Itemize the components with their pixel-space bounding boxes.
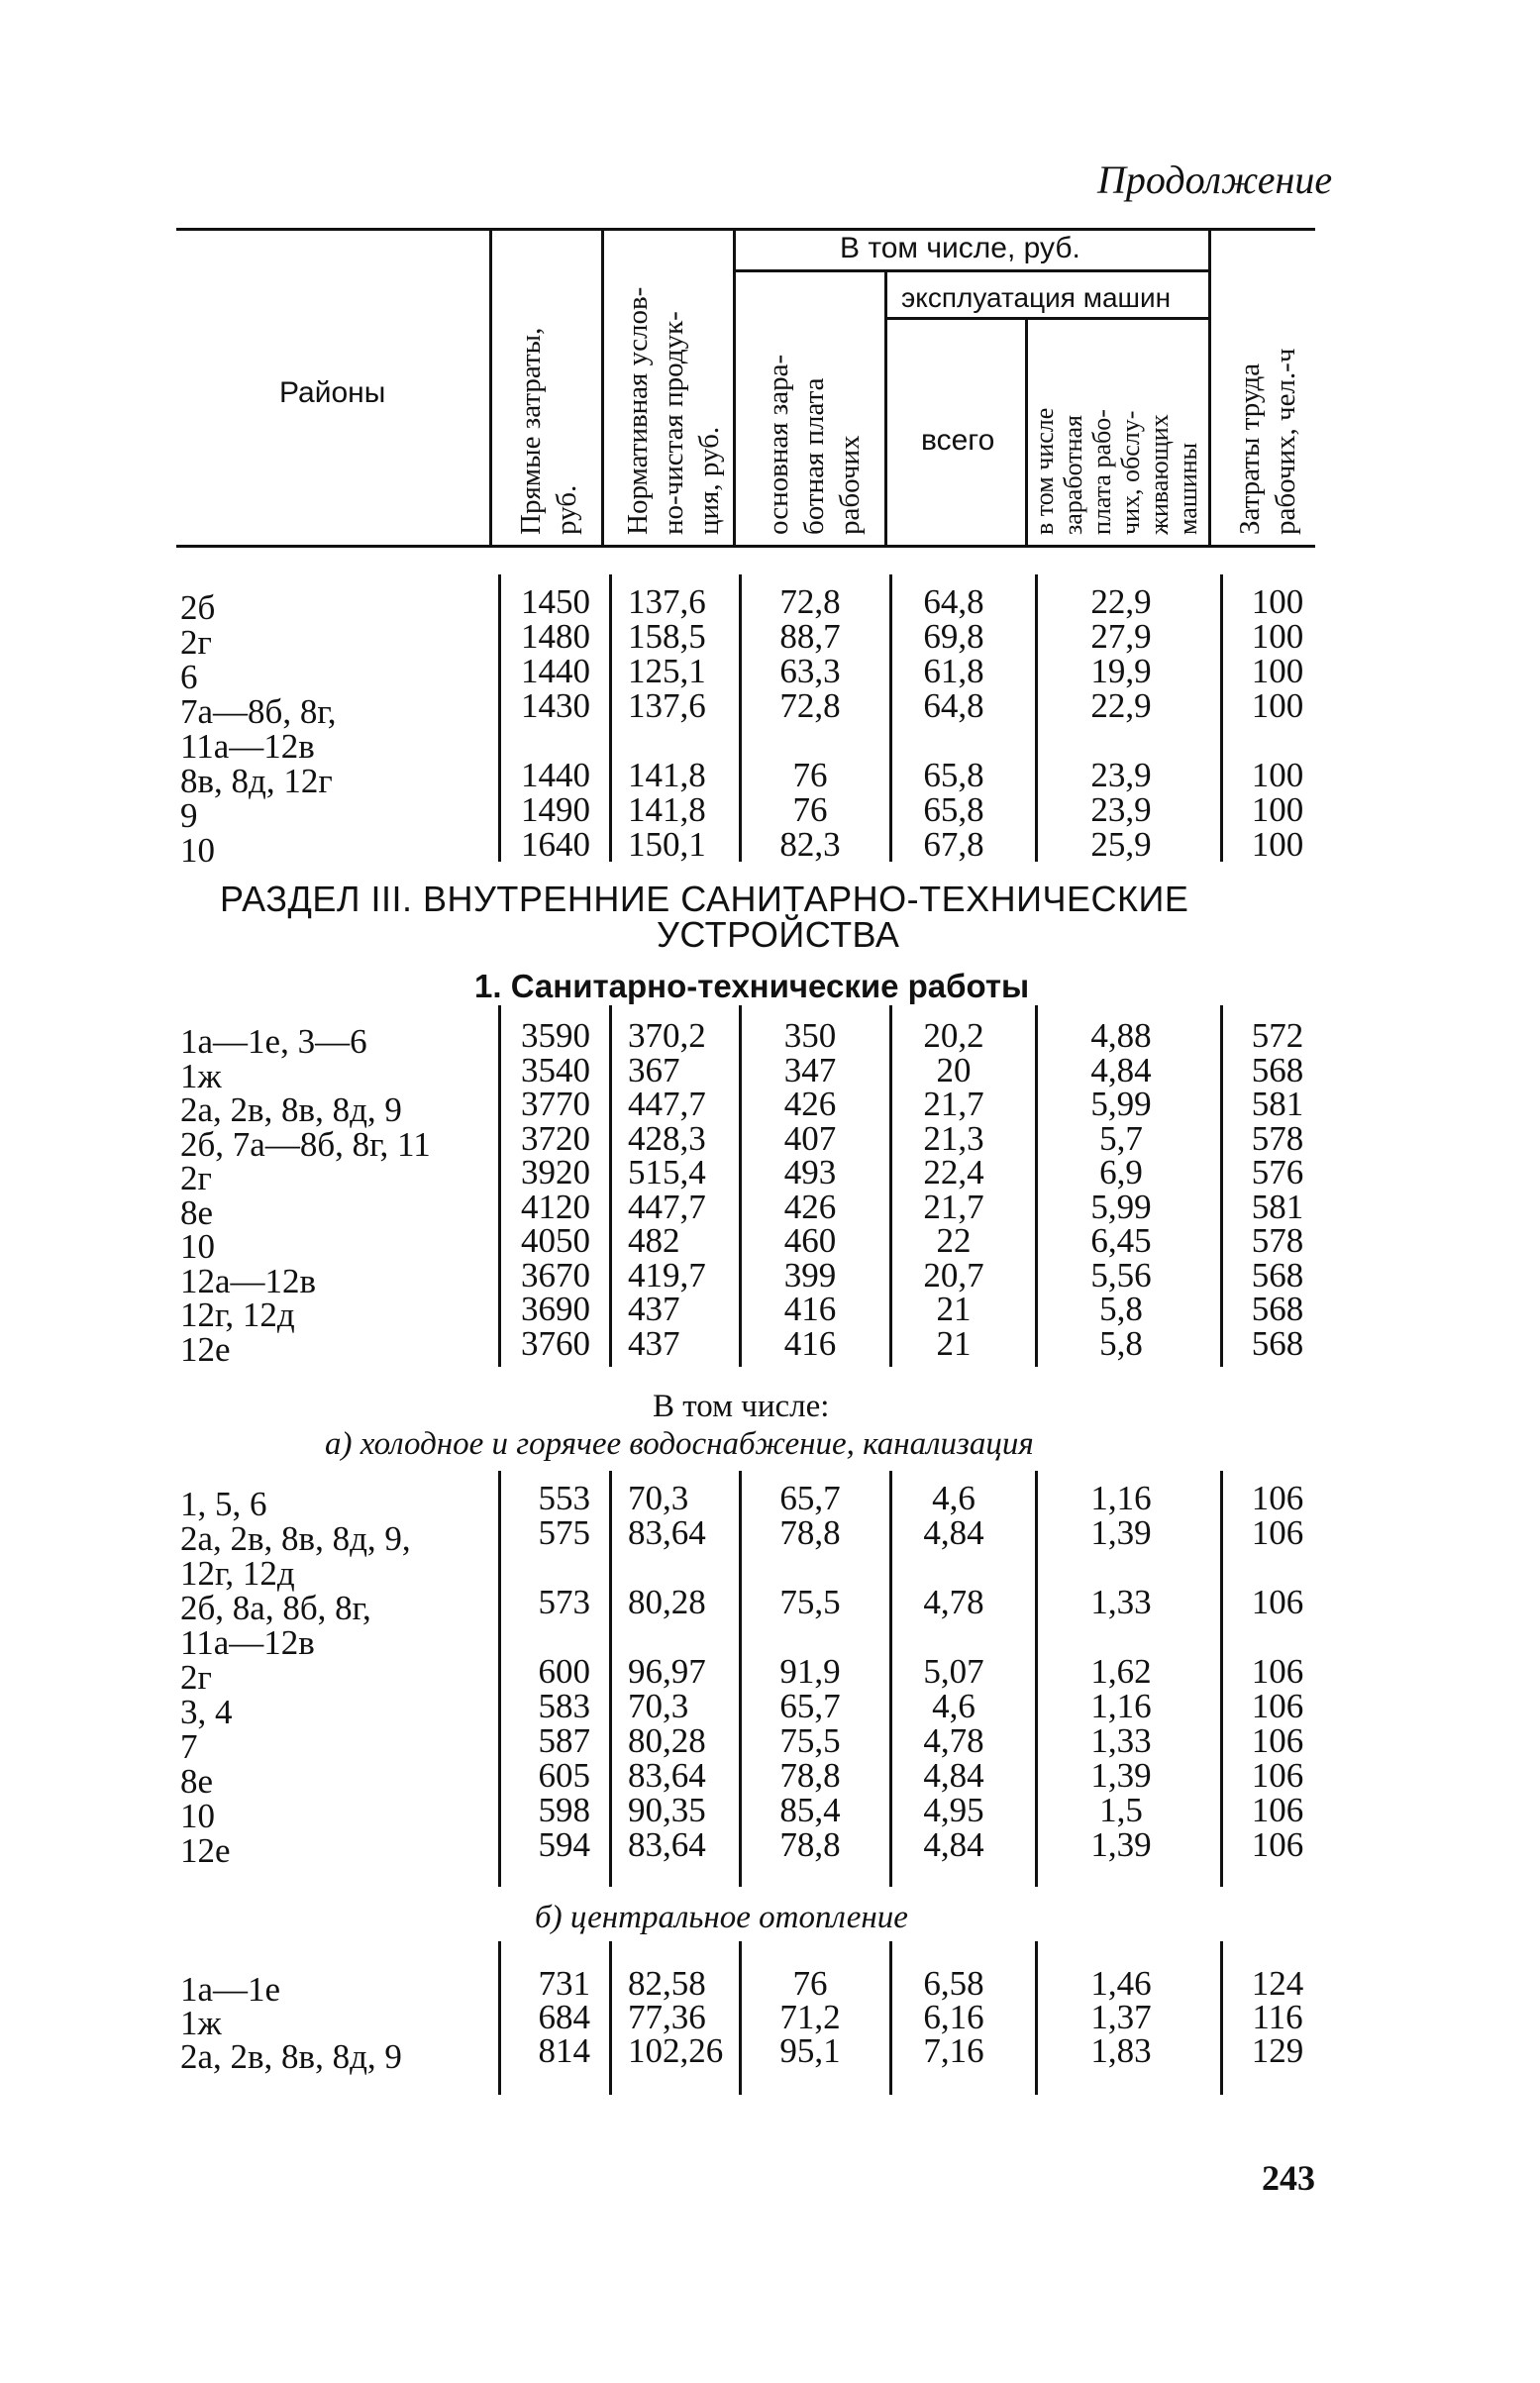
- row-value: 3920: [521, 1153, 590, 1192]
- row-value: 100: [1251, 652, 1304, 690]
- row-region: 2а, 2в, 8в, 8д, 9: [180, 2037, 402, 2076]
- table-top-rule: [176, 228, 1315, 231]
- row-region: 3, 4: [180, 1693, 233, 1731]
- row-value: 4,84: [923, 1756, 984, 1795]
- row-value: 1,83: [1090, 2031, 1152, 2070]
- row-value: 150,1: [628, 825, 706, 864]
- row-value: 1,16: [1090, 1687, 1152, 1725]
- row-value: 1490: [521, 790, 590, 829]
- row-value: 575: [538, 1513, 590, 1552]
- row-value: 100: [1251, 617, 1304, 656]
- row-value: 20: [936, 1050, 972, 1089]
- regions-column-header: Районы: [279, 376, 386, 409]
- base-wage-column-header: основная зара- ботная плата рабочих: [763, 354, 866, 535]
- row-value: 1,62: [1090, 1652, 1152, 1691]
- row-region: 10: [180, 1227, 215, 1266]
- row-value: 64,8: [923, 582, 984, 621]
- row-value: 106: [1251, 1479, 1304, 1517]
- row-value: 106: [1251, 1652, 1304, 1691]
- row-value: 106: [1251, 1825, 1304, 1864]
- row-value: 367: [628, 1050, 680, 1089]
- row-value: 4,6: [932, 1687, 975, 1725]
- column-rule: [498, 1941, 501, 2095]
- column-rule: [609, 1941, 612, 2095]
- row-region: 1ж: [180, 2004, 222, 2042]
- row-value: 568: [1251, 1290, 1304, 1328]
- row-value: 90,35: [628, 1791, 706, 1829]
- row-value: 605: [538, 1756, 590, 1795]
- row-value: 64,8: [923, 686, 984, 725]
- row-value: 482: [628, 1221, 680, 1260]
- row-value: 4,84: [923, 1513, 984, 1552]
- row-value: 22: [936, 1221, 972, 1260]
- row-value: 6,58: [923, 1964, 984, 2003]
- row-value: 3690: [521, 1290, 590, 1328]
- row-value: 77,36: [628, 1998, 706, 2036]
- column-rule: [1035, 574, 1038, 862]
- row-value: 573: [538, 1583, 590, 1621]
- section-title-line-1: РАЗДЕЛ III. ВНУТРЕННИЕ САНИТАРНО-ТЕХНИЧЕСКИЕ: [220, 879, 1189, 919]
- row-region: 2г: [180, 1159, 212, 1197]
- row-value: 91,9: [779, 1652, 841, 1691]
- column-rule: [609, 1471, 612, 1887]
- row-value: 23,9: [1090, 790, 1152, 829]
- row-value: 70,3: [628, 1687, 689, 1725]
- direct-costs-column-header: Прямые затраты, руб.: [515, 327, 582, 535]
- row-value: 6,9: [1099, 1153, 1143, 1192]
- row-value: 5,07: [923, 1652, 984, 1691]
- header-divider-1: [489, 230, 492, 545]
- column-rule: [1035, 1471, 1038, 1887]
- row-region: 12е: [180, 1329, 231, 1369]
- row-region: 2б, 7а—8б, 8г, 11: [180, 1124, 431, 1164]
- row-value: 4,84: [923, 1825, 984, 1864]
- row-value: 447,7: [628, 1187, 706, 1226]
- row-value: 7,16: [923, 2031, 984, 2070]
- row-value: 572: [1251, 1016, 1304, 1055]
- row-value: 106: [1251, 1721, 1304, 1760]
- row-value: 75,5: [779, 1721, 841, 1760]
- row-value: 370,2: [628, 1016, 706, 1055]
- row-value: 21,7: [923, 1187, 984, 1226]
- row-value: 426: [783, 1085, 837, 1123]
- row-region: 2г: [180, 623, 212, 662]
- row-region: 2б, 8а, 8б, 8г,: [180, 1589, 371, 1627]
- row-value: 78,8: [779, 1756, 841, 1795]
- row-value: 100: [1251, 790, 1304, 829]
- row-value: 416: [783, 1323, 837, 1363]
- row-value: 1640: [521, 825, 590, 864]
- row-value: 20,2: [923, 1016, 984, 1055]
- row-value: 5,7: [1099, 1118, 1143, 1158]
- row-value: 69,8: [923, 617, 984, 656]
- row-region: 2б: [180, 588, 216, 627]
- row-value: 587: [538, 1721, 590, 1760]
- header-divider-5: [1025, 319, 1028, 545]
- row-value: 72,8: [779, 582, 841, 621]
- normative-output-column-header: Нормативная услов- но-чистая продук- ция, руб.: [622, 286, 725, 535]
- row-value: 5,99: [1090, 1085, 1152, 1123]
- row-value: 129: [1251, 2031, 1304, 2070]
- column-rule: [1035, 1941, 1038, 2095]
- row-value: 141,8: [628, 756, 706, 794]
- row-value: 21,7: [923, 1085, 984, 1123]
- row-value: 568: [1251, 1255, 1304, 1295]
- row-value: 78,8: [779, 1513, 841, 1552]
- row-value: 65,8: [923, 756, 984, 794]
- row-value: 583: [538, 1687, 590, 1725]
- row-value: 578: [1251, 1221, 1304, 1260]
- row-value: 72,8: [779, 686, 841, 725]
- table-header-bottom-rule: [176, 545, 1315, 548]
- row-value: 76: [792, 756, 828, 794]
- row-value: 594: [538, 1825, 590, 1864]
- column-rule: [609, 574, 612, 862]
- row-value: 4120: [521, 1187, 590, 1226]
- row-value: 1,39: [1090, 1825, 1152, 1864]
- row-value: 426: [783, 1187, 837, 1226]
- row-value: 71,2: [779, 1998, 841, 2036]
- row-value: 1,39: [1090, 1513, 1152, 1552]
- row-region: 2а, 2в, 8в, 8д, 9: [180, 1090, 402, 1129]
- row-value: 61,8: [923, 652, 984, 690]
- row-value: 158,5: [628, 617, 706, 656]
- row-region: 1ж: [180, 1056, 222, 1095]
- machine-rule: [884, 317, 1208, 320]
- row-region: 8е: [180, 1192, 214, 1232]
- row-value: 1,37: [1090, 1998, 1152, 2036]
- row-region: 2г: [180, 1658, 212, 1697]
- row-value: 460: [783, 1221, 837, 1260]
- row-value: 1440: [521, 756, 590, 794]
- row-value: 65,7: [779, 1687, 841, 1725]
- header-divider-2: [601, 230, 604, 545]
- row-value: 5,8: [1099, 1290, 1143, 1328]
- row-value: 578: [1251, 1118, 1304, 1158]
- row-value: 124: [1251, 1964, 1304, 2003]
- row-value: 5,56: [1090, 1255, 1152, 1295]
- row-value: 100: [1251, 686, 1304, 725]
- row-value: 3670: [521, 1255, 590, 1295]
- row-value: 5,8: [1099, 1323, 1143, 1363]
- labor-column-header: Затраты труда рабочих, чел.-ч: [1234, 348, 1301, 535]
- row-region: 12а—12в: [180, 1261, 317, 1300]
- row-value: 78,8: [779, 1825, 841, 1864]
- row-value: 731: [538, 1964, 590, 2003]
- row-value: 82,58: [628, 1964, 706, 2003]
- row-value: 21,3: [923, 1118, 984, 1158]
- header-divider-6: [1208, 230, 1211, 545]
- machine-wage-column-header: в том числе заработная плата рабо- чих, обслу- живающих машины: [1030, 407, 1202, 535]
- row-region: 1, 5, 6: [180, 1485, 267, 1523]
- including-column-header: В том числе, руб.: [840, 232, 1080, 264]
- subsection-heading-water: а) холодное и горячее водоснабжение, канализация: [325, 1426, 1034, 1462]
- row-value: 4,78: [923, 1721, 984, 1760]
- row-value: 100: [1251, 582, 1304, 621]
- row-value: 75,5: [779, 1583, 841, 1621]
- row-region: 11а—12в: [180, 727, 315, 766]
- row-value: 3760: [521, 1323, 590, 1363]
- row-region: 9: [180, 796, 198, 835]
- row-value: 684: [538, 1998, 590, 2036]
- row-value: 85,4: [779, 1791, 841, 1829]
- row-value: 116: [1252, 1998, 1303, 2036]
- row-value: 4050: [521, 1221, 590, 1260]
- row-value: 437: [628, 1290, 680, 1328]
- row-value: 581: [1251, 1085, 1304, 1123]
- row-value: 493: [783, 1153, 837, 1192]
- row-value: 428,3: [628, 1118, 706, 1158]
- row-region: 8е: [180, 1762, 214, 1801]
- row-value: 4,88: [1090, 1016, 1152, 1055]
- machine-column-header: эксплуатация машин: [901, 282, 1172, 313]
- row-value: 22,9: [1090, 582, 1152, 621]
- row-region: 7: [180, 1727, 198, 1766]
- row-region: 12е: [180, 1831, 231, 1870]
- row-value: 80,28: [628, 1721, 706, 1760]
- row-value: 6,16: [923, 1998, 984, 2036]
- row-value: 83,64: [628, 1825, 706, 1864]
- row-value: 88,7: [779, 617, 841, 656]
- row-value: 1450: [521, 582, 590, 621]
- row-value: 1,33: [1090, 1721, 1152, 1760]
- row-value: 4,95: [923, 1791, 984, 1829]
- row-region: 10: [180, 831, 215, 870]
- row-value: 4,6: [932, 1479, 975, 1517]
- row-region: 7а—8б, 8г,: [180, 692, 337, 731]
- row-region: 12г, 12д: [180, 1554, 295, 1593]
- row-value: 350: [783, 1016, 837, 1055]
- column-rule: [498, 574, 501, 862]
- row-value: 3590: [521, 1016, 590, 1055]
- column-rule: [609, 1005, 612, 1367]
- row-value: 6,45: [1090, 1221, 1152, 1260]
- column-rule: [498, 1005, 501, 1367]
- row-value: 141,8: [628, 790, 706, 829]
- row-region: 12г, 12д: [180, 1295, 295, 1334]
- row-value: 70,3: [628, 1479, 689, 1517]
- continuation-label: Продолжение: [1097, 157, 1333, 202]
- page-number: 243: [1262, 2158, 1315, 2198]
- column-rule: [498, 1471, 501, 1887]
- row-value: 3770: [521, 1085, 590, 1123]
- row-value: 1,39: [1090, 1756, 1152, 1795]
- row-value: 137,6: [628, 582, 706, 621]
- row-value: 106: [1251, 1513, 1304, 1552]
- header-divider-4: [884, 271, 887, 545]
- row-value: 83,64: [628, 1756, 706, 1795]
- row-value: 125,1: [628, 652, 706, 690]
- row-region: 1а—1е, 3—6: [180, 1022, 367, 1061]
- row-value: 76: [792, 790, 828, 829]
- row-value: 67,8: [923, 825, 984, 864]
- row-value: 515,4: [628, 1153, 706, 1192]
- row-value: 137,6: [628, 686, 706, 725]
- row-value: 399: [783, 1255, 837, 1295]
- row-value: 4,84: [1090, 1050, 1152, 1089]
- row-value: 416: [783, 1290, 837, 1328]
- row-value: 19,9: [1090, 652, 1152, 690]
- row-value: 419,7: [628, 1255, 706, 1295]
- including-pre-heading: В том числе:: [653, 1389, 830, 1424]
- row-value: 4,78: [923, 1583, 984, 1621]
- row-value: 100: [1251, 756, 1304, 794]
- row-region: 1а—1е: [180, 1970, 281, 2009]
- row-value: 1480: [521, 617, 590, 656]
- row-region: 2а, 2в, 8в, 8д, 9,: [180, 1519, 411, 1558]
- row-value: 106: [1251, 1756, 1304, 1795]
- row-value: 1430: [521, 686, 590, 725]
- row-value: 437: [628, 1323, 680, 1363]
- row-value: 25,9: [1090, 825, 1152, 864]
- row-value: 1440: [521, 652, 590, 690]
- row-value: 23,9: [1090, 756, 1152, 794]
- row-value: 407: [783, 1118, 837, 1158]
- header-divider-3: [733, 230, 736, 545]
- row-region: 6: [180, 658, 198, 696]
- row-value: 20,7: [923, 1255, 984, 1295]
- row-value: 65,7: [779, 1479, 841, 1517]
- row-value: 5,99: [1090, 1187, 1152, 1226]
- row-value: 1,5: [1099, 1791, 1143, 1829]
- row-value: 3720: [521, 1118, 590, 1158]
- subsection-heading-sanitary: 1. Санитарно-технические работы: [474, 968, 1030, 1004]
- row-value: 65,8: [923, 790, 984, 829]
- row-value: 1,46: [1090, 1964, 1152, 2003]
- row-region: 10: [180, 1797, 215, 1835]
- row-value: 22,9: [1090, 686, 1152, 725]
- row-value: 576: [1251, 1153, 1304, 1192]
- row-value: 814: [538, 2031, 590, 2070]
- row-value: 568: [1251, 1323, 1304, 1363]
- row-value: 21: [936, 1290, 972, 1328]
- row-value: 76: [792, 1964, 828, 2003]
- row-value: 1,33: [1090, 1583, 1152, 1621]
- row-value: 447,7: [628, 1085, 706, 1123]
- row-value: 82,3: [779, 825, 841, 864]
- row-value: 598: [538, 1791, 590, 1829]
- row-value: 600: [538, 1652, 590, 1691]
- row-value: 63,3: [779, 652, 841, 690]
- row-value: 106: [1251, 1791, 1304, 1829]
- row-value: 102,26: [628, 2031, 724, 2070]
- row-value: 83,64: [628, 1513, 706, 1552]
- row-value: 553: [538, 1479, 590, 1517]
- row-region: 11а—12в: [180, 1623, 315, 1662]
- row-value: 21: [936, 1323, 972, 1363]
- row-value: 106: [1251, 1583, 1304, 1621]
- row-value: 27,9: [1090, 617, 1152, 656]
- row-value: 106: [1251, 1687, 1304, 1725]
- row-value: 100: [1251, 825, 1304, 864]
- including-rule: [733, 269, 1208, 272]
- row-value: 568: [1251, 1050, 1304, 1089]
- row-value: 96,97: [628, 1652, 706, 1691]
- row-region: 8в, 8д, 12г: [180, 762, 333, 800]
- row-value: 3540: [521, 1050, 590, 1089]
- row-value: 1,16: [1090, 1479, 1152, 1517]
- column-rule: [1035, 1005, 1038, 1367]
- row-value: 347: [783, 1050, 837, 1089]
- row-value: 80,28: [628, 1583, 706, 1621]
- row-value: 581: [1251, 1187, 1304, 1226]
- section-title-line-2: УСТРОЙСТВА: [657, 914, 900, 955]
- subsection-heading-heating: б) центральное отопление: [535, 1900, 908, 1935]
- row-value: 95,1: [779, 2031, 841, 2070]
- machine-total-column-header: всего: [921, 424, 995, 457]
- row-value: 22,4: [923, 1153, 984, 1192]
